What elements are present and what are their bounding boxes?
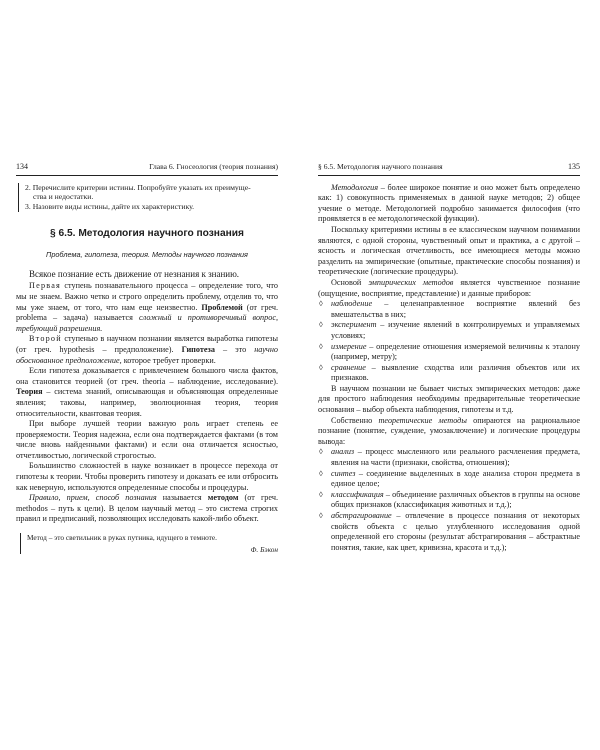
list-item: ◊ наблюдение – целенаправленное восприятие явлений без вмешательства в них; bbox=[319, 299, 580, 319]
question-line: ства и недостатки. bbox=[33, 192, 94, 202]
paragraph-no-pure-empirical: В научном познании не бывает чистых эмпирических методов: даже для простого наблюдения необходимы предварительные теоретические основания – выбор объекта наблюдения, гипотезы и т.д. bbox=[318, 383, 580, 415]
left-running-header bbox=[16, 162, 278, 176]
question-line: 2. Перечислите критерии истины. Попробуйте указать их преимуще- bbox=[25, 182, 251, 192]
diamond-bullet-icon: ◊ bbox=[319, 489, 323, 499]
right-running-header bbox=[318, 162, 580, 176]
right-header-title: § 6.5. Методология научного познания bbox=[318, 162, 443, 171]
right-page-number: 135 bbox=[568, 162, 580, 171]
term-methodology: Методология bbox=[331, 182, 379, 192]
section-keywords: Проблема, гипотеза, теория. Методы научного познания bbox=[46, 249, 248, 259]
method-definition: Правило, прием, способ познания bbox=[29, 493, 157, 503]
list-item: ◊ абстрагирование – отвлечение в процессе познания от некоторых свойств объекта с целью углубленного исследования одной определенной его стороны (результат абстрагирования – абстрактные понятия, такие, как цвет, кривизна, красота и т.д.); bbox=[319, 511, 580, 552]
paragraph-empirical-intro: Основой эмпирических методов является чувственное познание (ощущение, восприятие, представление) и данные приборов: bbox=[318, 277, 581, 298]
list-item: ◊ классификация – объединение различных объектов в группы на основе общих признаков (классификация животных и т.д.); bbox=[319, 489, 580, 510]
diamond-bullet-icon: ◊ bbox=[319, 299, 323, 309]
epigraph-quote bbox=[20, 533, 278, 554]
spaced-word: Первая bbox=[29, 281, 61, 291]
list-item: ◊ эксперимент – изучение явлений в контролируемых и управляемых условиях; bbox=[319, 320, 580, 340]
definition-hypothesis: научно обоснованное предположение, bbox=[16, 344, 278, 365]
diamond-bullet-icon: ◊ bbox=[319, 447, 323, 457]
quote-text: Метод – это светильник в руках путника, идущего в темноте. bbox=[27, 533, 217, 543]
list-item: ◊ сравнение – выявление сходства или различия объектов или их признаков. bbox=[319, 362, 580, 383]
lead-paragraph: Всякое познание есть движение от незнания к знанию. bbox=[29, 269, 240, 280]
paragraph-verifiability: При выборе лучшей теории важную роль играет степень ее проверяемости. Теория надежна, если она подтверждается фактами (в том числе вновь найденными фактами) и если она отличается ясностью, отчетливостью, логической строгостью. bbox=[16, 419, 278, 460]
question-line: 3. Назовите виды истины, дайте их характеристику. bbox=[25, 202, 195, 212]
definition-problem: сложный и противоречивый вопрос, требующий разрешения. bbox=[16, 313, 279, 333]
left-header-title: Глава 6. Гносеология (теория познания) bbox=[149, 162, 278, 171]
diamond-bullet-icon: ◊ bbox=[319, 320, 323, 330]
term-problem: Проблемой bbox=[201, 302, 243, 312]
review-questions bbox=[18, 183, 278, 212]
paragraph-methodology: Методология – более широкое понятие и оно может быть определено как: 1) совокупность применяемых в данной науке методов; 2) общее учение о методе. Методологией подробно занимается философия (что проявляется в ее методологической функции). bbox=[318, 182, 580, 224]
term-hypothesis: Гипотеза bbox=[181, 344, 215, 354]
paragraph-hypothesis: Второй ступенью в научном познании является выработка гипотезы (от греч. hypothesis – предположение). Гипотеза – это научно обоснованное предположение, которое требует проверки. bbox=[16, 334, 278, 365]
list-item: ◊ анализ – процесс мысленного или реального расчленения предмета, явления на части (признаки, свойства, отношения); bbox=[319, 447, 580, 468]
section-title: § 6.5. Методология научного познания bbox=[50, 227, 244, 239]
paragraph-difficulties: Большинство сложностей в науке возникает в процессе перехода от гипотезы к теории. Чтобы проверить гипотезу и доказать ее или отбросить как неверную, используются определенные способы и процедуры. bbox=[16, 461, 278, 492]
paragraph-theoretical-intro: Собственно теоретические методы опираются на рациональное познание (понятие, суждение, умозаключение) и логические процедуры вывода: bbox=[318, 415, 581, 446]
list-item: ◊ измерение – определение отношения измеряемой величины к эталону (например, метру); bbox=[319, 341, 580, 362]
theoretical-methods-list bbox=[318, 447, 580, 553]
paragraph-criteria: Поскольку критериями истины в ее классическом научном понимании являются, с одной стороны, чувственный опыт и практика, а с другой – ясность и логическая отчетливость, все имеющиеся методы можно разделить на эмпирические (опытные, практические способы познания) и теоретические (логические процедуры). bbox=[318, 224, 580, 277]
diamond-bullet-icon: ◊ bbox=[319, 341, 323, 351]
term-method: методом bbox=[207, 493, 239, 503]
left-page-number: 134 bbox=[16, 162, 28, 171]
term-theory: Теория bbox=[16, 387, 43, 397]
diamond-bullet-icon: ◊ bbox=[319, 362, 323, 372]
quote-author: Ф. Бэкон bbox=[250, 544, 278, 554]
empirical-methods-list bbox=[318, 299, 580, 384]
paragraph-method: Правило, прием, способ познания называется методом (от греч. methodos – путь к цели). В целом научный метод – это система строгих правил и предписаний, позволяющих исследовать какой-либо объект. bbox=[16, 493, 278, 524]
diamond-bullet-icon: ◊ bbox=[319, 511, 323, 520]
left-page bbox=[16, 162, 278, 554]
spaced-word: Второй bbox=[29, 334, 62, 344]
diamond-bullet-icon: ◊ bbox=[319, 468, 323, 478]
term-theoretical-methods: теоретические методы bbox=[378, 415, 467, 425]
paragraph-problem: Первая ступень познавательного процесса – определение того, что мы не знаем. Важно четко и строго определить проблему, отделив то, что мы уже знаем, от того, что нам еще неизвестно. Проблемой (от греч. problema – задача) называется сложный и противоречивый вопрос, требующий разрешения. bbox=[16, 281, 279, 333]
right-page bbox=[318, 162, 580, 553]
paragraph-theory: Если гипотеза доказывается с привлечением большого числа фактов, она становится теорией (от греч. theoria – наблюдение, исследование). Теория – система знаний, описывающая и объясняющая определенные явления; таковы, например, эволюционная теория, теория относительности, квантовая теория. bbox=[16, 366, 278, 418]
list-item: ◊ синтез – соединение выделенных в ходе анализа сторон предмета в единое целое; bbox=[319, 468, 580, 489]
term-empirical-methods: эмпирических методов bbox=[368, 277, 454, 287]
